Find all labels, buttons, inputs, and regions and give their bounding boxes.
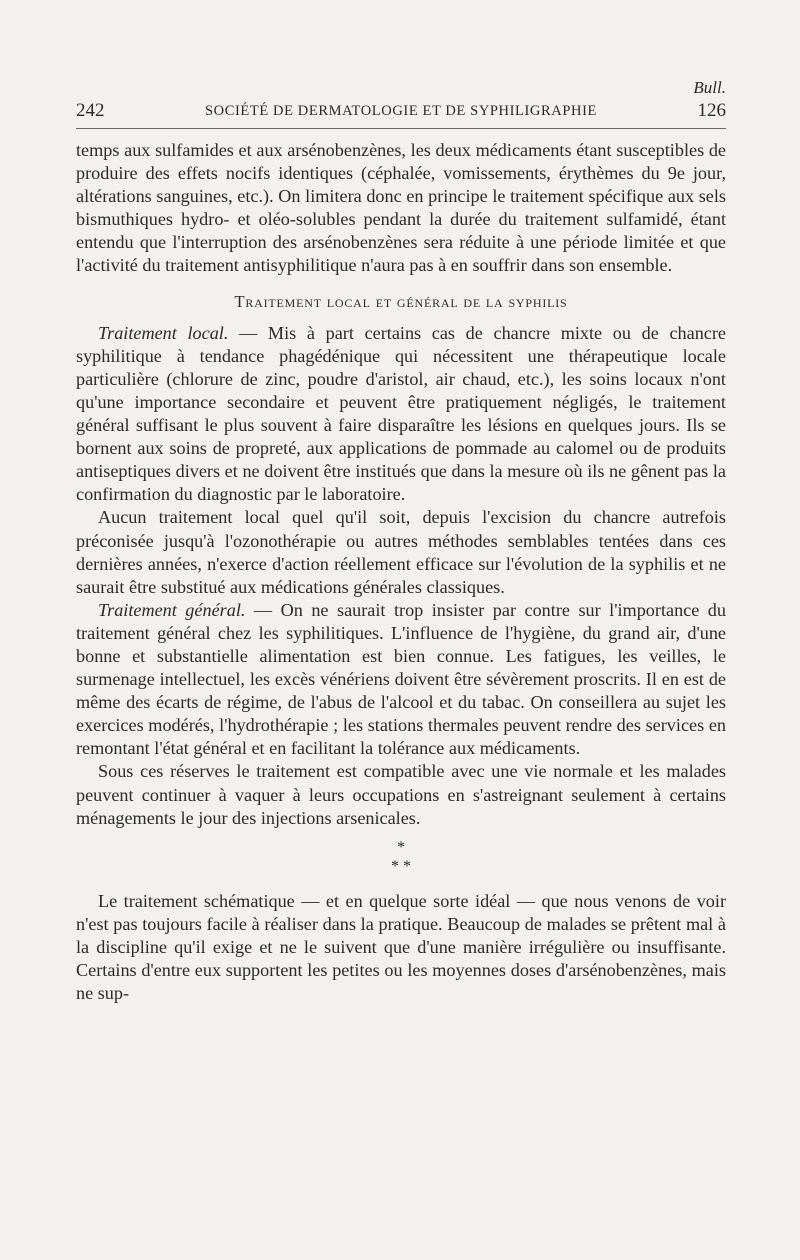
paragraph-4-heading: Traitement général.: [98, 599, 246, 620]
running-title: SOCIÉTÉ DE DERMATOLOGIE ET DE SYPHILIGRAPHIE: [205, 103, 597, 119]
header-rule: [76, 128, 726, 129]
separator-star-top: *: [397, 838, 405, 856]
paragraph-5: Sous ces réserves le traitement est compatible avec une vie normale et les malades peuvent continuer à vaquer à leurs occupations en s'astreignant seulement à certains ménagements le jour des injections arsenicales.: [76, 761, 726, 828]
separator-stars-bottom: * *: [391, 857, 411, 875]
running-header: [76, 100, 726, 124]
paragraph-6: Le traitement schématique — et en quelque sorte idéal — que nous venons de voir n'est pas toujours facile à réaliser dans la pratique. Beaucoup de malades se prêtent mal à la discipline qu'il exige et ne le suivent que d'une manière irrégulière ou insuffisante. Certains d'entre eux supportent les petites ou les moyennes doses d'arsénobenzènes, mais ne sup-: [76, 890, 726, 1004]
body-text: [76, 139, 726, 1005]
bulletin-label: Bull.: [693, 78, 726, 97]
paragraph-2-text: — Mis à part certains cas de chancre mixte ou de chancre syphilitique à tendance phagédénique qui nécessitent une thérapeutique locale particulière (chlorure de zinc, poudre d'aristol, air chaud, etc.), les soins locaux n'ont qu'une importance secondaire et peuvent être pratiquement négligés, le traitement général suffisant le plus souvent à faire disparaître les lésions en quelques jours. Ils se bornent aux soins de propreté, aux applications de pommade au calomel ou de produits antiseptiques divers et ne doivent être institués que dans la mesure où ils ne gênent pas la confirmation du diagnostic par le laboratoire.: [76, 322, 727, 505]
paragraph-3: Aucun traitement local quel qu'il soit, depuis l'excision du chancre autrefois préconisée jusqu'à l'ozonothérapie ou autres méthodes semblables tentées dans ces dernières années, n'exerce d'action réellement efficace sur l'évolution de la syphilis et ne saurait être substitué aux médications générales classiques.: [76, 507, 726, 597]
page-number-right: 126: [697, 100, 726, 121]
paragraph-1: temps aux sulfamides et aux arsénobenzènes, les deux médicaments étant susceptibles de produire des effets nocifs identiques (céphalée, vomissements, érythèmes du 9e jour, altérations sanguines, etc.). On limitera donc en principe le traitement spécifique aux sels bismuthiques hydro- et oléo-solubles pendant la durée du traitement sulfamidé, étant entendu que l'interruption des arsénobenzènes sera réduite à une période limitée et que l'activité du traitement antisyphilitique n'aura pas à en souffrir dans son ensemble.: [76, 140, 726, 276]
section-separator: [76, 838, 726, 876]
section-title: Traitement local et général de la syphilis: [234, 291, 568, 311]
page-number-left: 242: [76, 100, 105, 121]
paragraph-4: [76, 599, 726, 761]
paragraph-4-text: — On ne saurait trop insister par contre sur l'importance du traitement général chez les syphilitiques. L'influence de l'hygiène, du grand air, d'une bonne et substantielle alimentation est bien connue. Les fatigues, les veilles, le surmenage intellectuel, les excès vénériens doivent être sévèrement proscrits. Il en est de même des écarts de régime, de l'abus de l'alcool et du tabac. On conseillera au sujet les exercices modérés, l'hydrothérapie ; les stations thermales peuvent rendre des services en remontant l'état général et en facilitant la tolérance aux médicaments.: [76, 599, 726, 759]
paragraph-2-heading: Traitement local.: [98, 322, 229, 343]
paragraph-2: [76, 322, 726, 507]
